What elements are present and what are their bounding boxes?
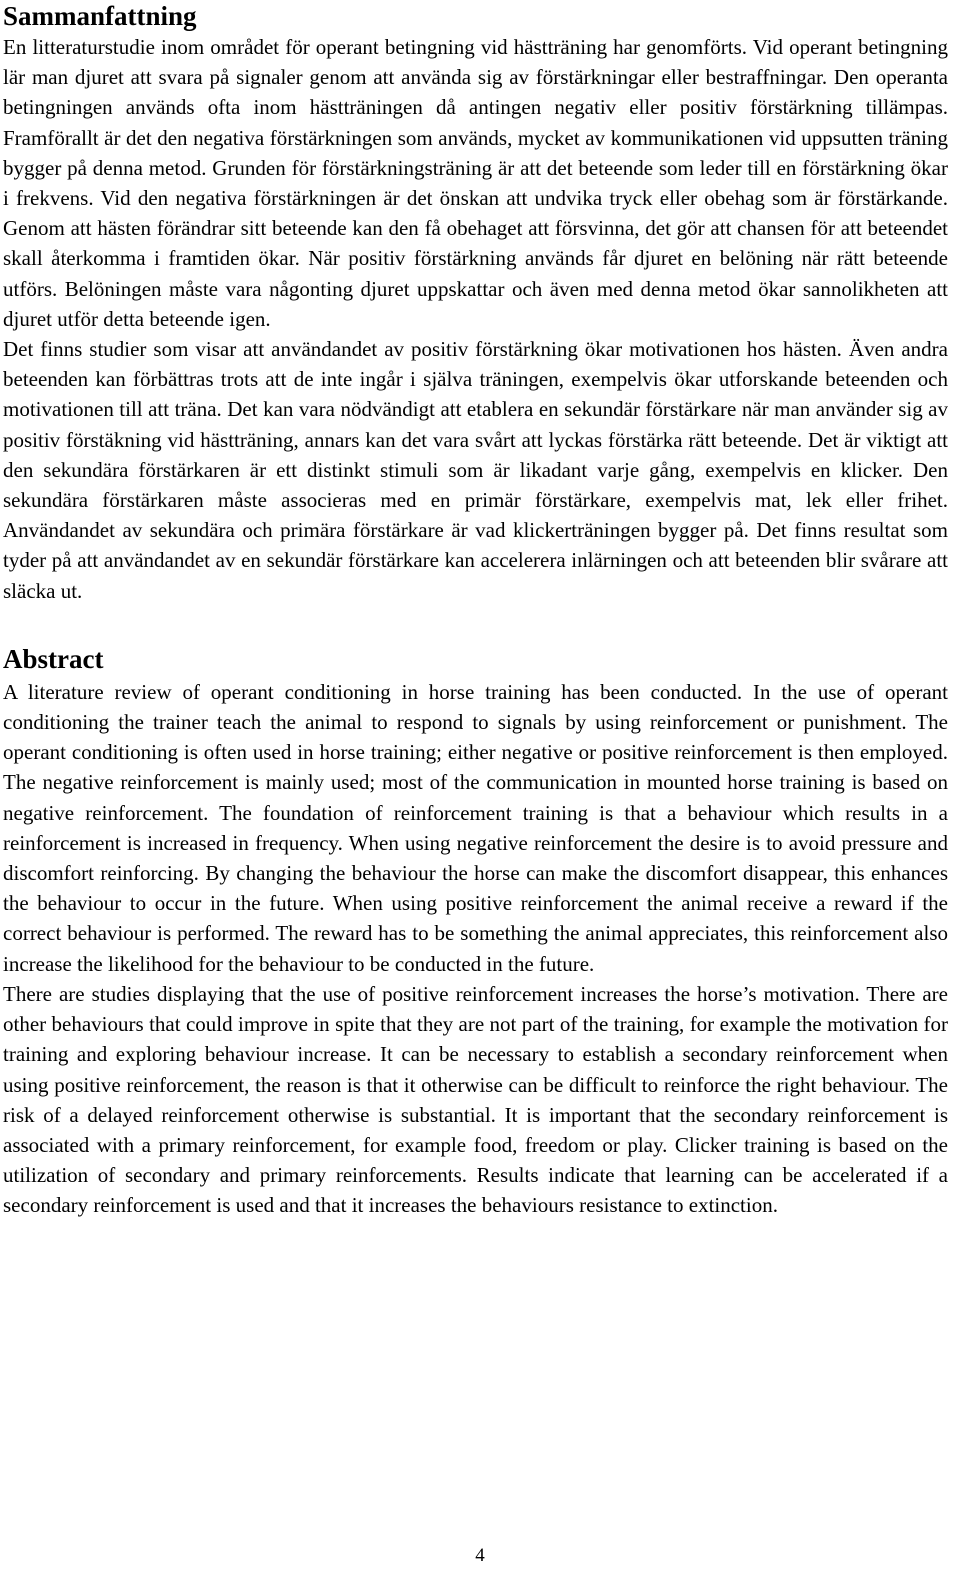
abstract-section	[3, 643, 948, 1221]
summary-section	[3, 0, 948, 606]
abstract-paragraph-1: A literature review of operant conditioning in horse training has been conducted. In the use of operant conditioning the trainer teach the animal to respond to signals by using reinforcement or punishment. The operant conditioning is often used in horse training; either negative or positive reinforcement is then employed. The negative reinforcement is mainly used; most of the communication in mounted horse training is based on negative reinforcement. The foundation of reinforcement training is that a behaviour which results in a reinforcement is increased in frequency. When using negative reinforcement the desire is to avoid pressure and discomfort reinforcing. By changing the behaviour the horse can make the discomfort disappear, this enhances the behaviour to occur in the future. When using positive reinforcement the animal receive a reward if the correct behaviour is performed. The reward has to be something the animal appreciates, this reinforcement also increase the likelihood for the behaviour to be conducted in the future.	[3, 679, 948, 976]
document-page	[3, 0, 948, 1221]
abstract-heading: Abstract	[3, 643, 104, 674]
abstract-paragraph-2: There are studies displaying that the use of positive reinforcement increases the horse’s motivation. There are other behaviours that could improve in spite that they are not part of the training, for example the motivation for training and exploring behaviour increase. It can be necessary to establish a secondary reinforcement when using positive reinforcement, the reason is that it otherwise can be difficult to reinforce the right behaviour. The risk of a delayed reinforcement otherwise is substantial. It is important that the secondary reinforcement is associated with a primary reinforcement, for example food, freedom or play. Clicker training is based on the utilization of secondary and primary reinforcements. Results indicate that learning can be accelerated if a secondary reinforcement is used and that it increases the behaviours resistance to extinction.	[3, 981, 948, 1218]
summary-paragraph-2: Det finns studier som visar att användandet av positiv förstärkning ökar motivationen hos hästen. Även andra beteenden kan förbättras trots att de inte ingår i själva träningen, exempelvis ökar utforskande beteenden och motivationen till att träna. Det kan vara nödvändigt att etablera en sekundär förstärkare när man använder sig av positiv förstäkning vid hästträning, annars kan det vara svårt att lyckas förstärka rätt beteende. Det är viktigt att den sekundära förstärkaren är ett distinkt stimuli som är likadant varje gång, exempelvis en klicker. Den sekundära förstärkaren måste associeras med en primär förstärkare, exempelvis mat, lek eller frihet. Användandet av sekundära och primära förstärkare är vad klickerträningen bygger på. Det finns resultat som tyder på att användandet av en sekundär förstärkare kan accelerera inlärningen och att beteenden blir svårare att släcka ut.	[3, 337, 948, 603]
summary-heading: Sammanfattning	[3, 1, 197, 31]
summary-paragraph-1: En litteraturstudie inom området för operant betingning vid hästträning har genomförts. Vid operant betingning lär man djuret att svara på signaler genom att använda sig av förstärkningar eller bestraffningar. Den operanta betingningen används ofta inom hästträningen då antingen negativ eller positiv förstärkning tillämpas. Framförallt är det den negativa förstärkningen som används, mycket av kommunikationen vid uppsutten träning bygger på denna metod. Grunden för förstärkningsträning är att det beteende som leder till en förstärkning ökar i frekvens. Vid den negativa förstärkningen är det önskan att undvika tryck eller obehag som är förstärkande. Genom att hästen förändrar sitt beteende kan den få obehaget att försvinna, det gör att chansen för att beteendet skall återkomma i framtiden ökar. När positiv förstärkning används får djuret en belöning när rätt beteende utförs. Belöningen måste vara någonting djuret uppskattar och även med denna metod ökar sannolikheten att djuret utför detta beteende igen.	[3, 35, 948, 331]
page-number: 4	[475, 1545, 485, 1566]
